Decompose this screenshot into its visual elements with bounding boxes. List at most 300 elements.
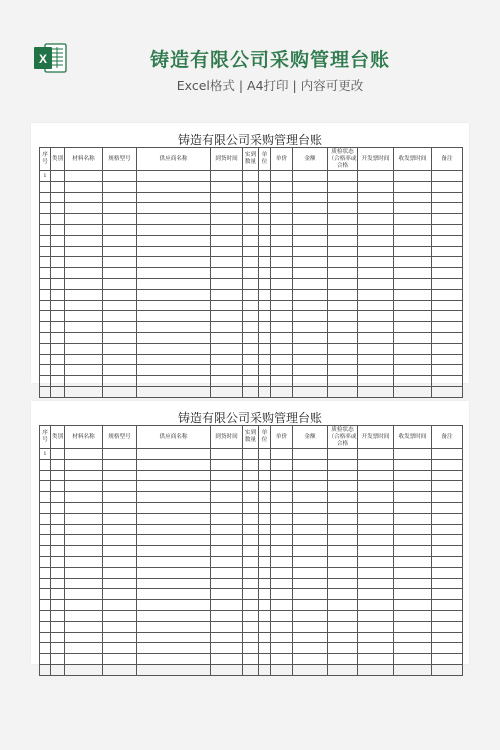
- table-cell[interactable]: [51, 300, 65, 311]
- table-cell[interactable]: [432, 268, 463, 279]
- table-cell[interactable]: [103, 343, 137, 354]
- table-cell[interactable]: [40, 621, 51, 632]
- table-cell[interactable]: [137, 171, 211, 182]
- table-cell[interactable]: [40, 502, 51, 513]
- table-cell[interactable]: [103, 492, 137, 503]
- table-cell[interactable]: [271, 556, 293, 567]
- table-cell[interactable]: [394, 386, 432, 397]
- table-cell[interactable]: [358, 257, 394, 268]
- table-cell[interactable]: [243, 502, 259, 513]
- table-cell[interactable]: [65, 354, 103, 365]
- table-cell[interactable]: [243, 664, 259, 675]
- table-cell[interactable]: [103, 322, 137, 333]
- table-cell[interactable]: [432, 354, 463, 365]
- table-cell[interactable]: [432, 621, 463, 632]
- table-cell[interactable]: [51, 470, 65, 481]
- table-cell[interactable]: [103, 524, 137, 535]
- table-cell[interactable]: [293, 343, 328, 354]
- table-cell[interactable]: [293, 578, 328, 589]
- table-cell[interactable]: [358, 192, 394, 203]
- table-cell[interactable]: [40, 470, 51, 481]
- table-cell[interactable]: [243, 459, 259, 470]
- table-cell[interactable]: [65, 257, 103, 268]
- table-cell[interactable]: [137, 643, 211, 654]
- table-cell[interactable]: [137, 470, 211, 481]
- table-cell[interactable]: [243, 300, 259, 311]
- table-cell[interactable]: [328, 578, 358, 589]
- table-cell[interactable]: [243, 481, 259, 492]
- table-cell[interactable]: [103, 203, 137, 214]
- table-cell[interactable]: [243, 278, 259, 289]
- table-cell[interactable]: [65, 224, 103, 235]
- table-cell[interactable]: [243, 470, 259, 481]
- table-cell[interactable]: [137, 386, 211, 397]
- table-cell[interactable]: [259, 386, 271, 397]
- table-cell[interactable]: [243, 322, 259, 333]
- table-cell[interactable]: [51, 513, 65, 524]
- table-cell[interactable]: [293, 459, 328, 470]
- table-cell[interactable]: [358, 459, 394, 470]
- table-cell[interactable]: [432, 600, 463, 611]
- table-cell[interactable]: [432, 365, 463, 376]
- table-cell[interactable]: [103, 502, 137, 513]
- table-cell[interactable]: [65, 386, 103, 397]
- table-cell[interactable]: [259, 278, 271, 289]
- table-cell[interactable]: [394, 257, 432, 268]
- table-cell[interactable]: [137, 513, 211, 524]
- table-cell[interactable]: [358, 311, 394, 322]
- table-cell[interactable]: [40, 376, 51, 387]
- table-cell[interactable]: [271, 600, 293, 611]
- table-cell[interactable]: [358, 365, 394, 376]
- table-cell[interactable]: [432, 654, 463, 665]
- table-cell[interactable]: [271, 524, 293, 535]
- table-cell[interactable]: [211, 203, 243, 214]
- table-cell[interactable]: [328, 556, 358, 567]
- table-cell[interactable]: [137, 502, 211, 513]
- table-cell[interactable]: [271, 470, 293, 481]
- table-cell[interactable]: [358, 492, 394, 503]
- table-cell[interactable]: [40, 386, 51, 397]
- table-cell[interactable]: [432, 246, 463, 257]
- table-cell[interactable]: [358, 535, 394, 546]
- table-cell[interactable]: [137, 600, 211, 611]
- table-cell[interactable]: [259, 556, 271, 567]
- table-cell[interactable]: [328, 332, 358, 343]
- table-cell[interactable]: [259, 567, 271, 578]
- table-cell[interactable]: [40, 181, 51, 192]
- table-cell[interactable]: [328, 278, 358, 289]
- table-cell[interactable]: [271, 343, 293, 354]
- table-cell[interactable]: [259, 268, 271, 279]
- table-cell[interactable]: [259, 289, 271, 300]
- table-cell[interactable]: [51, 181, 65, 192]
- table-cell[interactable]: [259, 181, 271, 192]
- table-cell[interactable]: [271, 268, 293, 279]
- table-cell[interactable]: [137, 343, 211, 354]
- table-cell[interactable]: [259, 589, 271, 600]
- table-cell[interactable]: [432, 632, 463, 643]
- table-cell[interactable]: [259, 376, 271, 387]
- table-cell[interactable]: [137, 235, 211, 246]
- table-cell[interactable]: [358, 481, 394, 492]
- table-cell[interactable]: [394, 311, 432, 322]
- table-cell[interactable]: [51, 556, 65, 567]
- table-cell[interactable]: [103, 311, 137, 322]
- table-cell[interactable]: [259, 524, 271, 535]
- table-cell[interactable]: [358, 502, 394, 513]
- table-cell[interactable]: [394, 235, 432, 246]
- table-cell[interactable]: [51, 386, 65, 397]
- table-cell[interactable]: [394, 643, 432, 654]
- table-cell[interactable]: [137, 546, 211, 557]
- table-cell[interactable]: [271, 492, 293, 503]
- table-cell[interactable]: [358, 214, 394, 225]
- table-cell[interactable]: [271, 589, 293, 600]
- table-cell[interactable]: [211, 502, 243, 513]
- table-cell[interactable]: [432, 224, 463, 235]
- table-cell[interactable]: [137, 311, 211, 322]
- table-cell[interactable]: [432, 589, 463, 600]
- table-cell[interactable]: [432, 567, 463, 578]
- table-cell[interactable]: [243, 643, 259, 654]
- table-cell[interactable]: [211, 365, 243, 376]
- table-cell[interactable]: [328, 535, 358, 546]
- table-cell[interactable]: [432, 214, 463, 225]
- table-cell[interactable]: [328, 214, 358, 225]
- table-cell[interactable]: [51, 492, 65, 503]
- table-cell[interactable]: [243, 513, 259, 524]
- table-cell[interactable]: [259, 600, 271, 611]
- table-cell[interactable]: [103, 632, 137, 643]
- table-cell[interactable]: [432, 257, 463, 268]
- table-cell[interactable]: [394, 203, 432, 214]
- table-cell[interactable]: [65, 481, 103, 492]
- table-cell[interactable]: [137, 481, 211, 492]
- table-cell[interactable]: [293, 589, 328, 600]
- table-cell[interactable]: [358, 567, 394, 578]
- table-cell[interactable]: [271, 257, 293, 268]
- table-cell[interactable]: [65, 524, 103, 535]
- table-cell[interactable]: [65, 632, 103, 643]
- table-cell[interactable]: [293, 322, 328, 333]
- table-cell[interactable]: [65, 235, 103, 246]
- table-cell[interactable]: [65, 664, 103, 675]
- table-cell[interactable]: [65, 643, 103, 654]
- table-cell[interactable]: [137, 567, 211, 578]
- table-cell[interactable]: [293, 354, 328, 365]
- table-cell[interactable]: [432, 470, 463, 481]
- table-cell[interactable]: [432, 513, 463, 524]
- table-cell[interactable]: [328, 289, 358, 300]
- table-cell[interactable]: [40, 492, 51, 503]
- table-cell[interactable]: [65, 513, 103, 524]
- table-cell[interactable]: [328, 481, 358, 492]
- table-cell[interactable]: [243, 610, 259, 621]
- table-cell[interactable]: [432, 311, 463, 322]
- table-cell[interactable]: [293, 257, 328, 268]
- table-cell[interactable]: [394, 171, 432, 182]
- table-cell[interactable]: [394, 502, 432, 513]
- table-cell[interactable]: [394, 470, 432, 481]
- table-cell[interactable]: [293, 492, 328, 503]
- table-cell[interactable]: [259, 654, 271, 665]
- table-cell[interactable]: [211, 192, 243, 203]
- table-cell[interactable]: [394, 214, 432, 225]
- table-cell[interactable]: [293, 171, 328, 182]
- table-cell[interactable]: [40, 567, 51, 578]
- table-cell[interactable]: [211, 343, 243, 354]
- table-cell[interactable]: [432, 235, 463, 246]
- table-cell[interactable]: [394, 632, 432, 643]
- table-cell[interactable]: [358, 181, 394, 192]
- table-cell[interactable]: [103, 257, 137, 268]
- table-cell[interactable]: [394, 181, 432, 192]
- table-cell[interactable]: [211, 632, 243, 643]
- table-cell[interactable]: [211, 492, 243, 503]
- table-cell[interactable]: [137, 365, 211, 376]
- table-cell[interactable]: [211, 289, 243, 300]
- table-cell[interactable]: [432, 610, 463, 621]
- table-cell[interactable]: [259, 311, 271, 322]
- table-cell[interactable]: [358, 632, 394, 643]
- table-cell[interactable]: [394, 535, 432, 546]
- table-cell[interactable]: [271, 610, 293, 621]
- table-cell[interactable]: [137, 524, 211, 535]
- table-cell[interactable]: [328, 235, 358, 246]
- table-cell[interactable]: [211, 235, 243, 246]
- table-cell[interactable]: [211, 470, 243, 481]
- table-cell[interactable]: [103, 556, 137, 567]
- table-cell[interactable]: [51, 278, 65, 289]
- table-cell[interactable]: [51, 311, 65, 322]
- table-cell[interactable]: [259, 332, 271, 343]
- table-cell[interactable]: [259, 171, 271, 182]
- table-cell[interactable]: [358, 513, 394, 524]
- table-cell[interactable]: [328, 386, 358, 397]
- table-cell[interactable]: [271, 332, 293, 343]
- table-cell[interactable]: [243, 621, 259, 632]
- table-cell[interactable]: [293, 524, 328, 535]
- table-cell[interactable]: [328, 181, 358, 192]
- table-cell[interactable]: [394, 578, 432, 589]
- table-cell[interactable]: [40, 235, 51, 246]
- table-cell[interactable]: [328, 311, 358, 322]
- table-cell[interactable]: [259, 513, 271, 524]
- table-cell[interactable]: [271, 546, 293, 557]
- table-cell[interactable]: [259, 192, 271, 203]
- table-cell[interactable]: [243, 235, 259, 246]
- table-cell[interactable]: [211, 268, 243, 279]
- table-cell[interactable]: [328, 502, 358, 513]
- table-cell[interactable]: [394, 449, 432, 460]
- table-cell[interactable]: [394, 589, 432, 600]
- table-cell[interactable]: [51, 589, 65, 600]
- table-cell[interactable]: [51, 268, 65, 279]
- table-cell[interactable]: [137, 632, 211, 643]
- table-cell[interactable]: [103, 235, 137, 246]
- table-cell[interactable]: [394, 492, 432, 503]
- table-cell[interactable]: [51, 214, 65, 225]
- table-cell[interactable]: [259, 224, 271, 235]
- table-cell[interactable]: [211, 600, 243, 611]
- table-cell[interactable]: [211, 322, 243, 333]
- table-cell[interactable]: [432, 332, 463, 343]
- table-cell[interactable]: [51, 502, 65, 513]
- table-cell[interactable]: [103, 365, 137, 376]
- table-cell[interactable]: [103, 300, 137, 311]
- table-cell[interactable]: [259, 449, 271, 460]
- table-cell[interactable]: [51, 578, 65, 589]
- table-cell[interactable]: [40, 654, 51, 665]
- table-cell[interactable]: [271, 181, 293, 192]
- table-cell[interactable]: [259, 535, 271, 546]
- table-cell[interactable]: [271, 365, 293, 376]
- table-cell[interactable]: [259, 481, 271, 492]
- table-cell[interactable]: [40, 354, 51, 365]
- table-cell[interactable]: [293, 449, 328, 460]
- table-cell[interactable]: [51, 632, 65, 643]
- table-cell[interactable]: [211, 654, 243, 665]
- table-cell[interactable]: [51, 332, 65, 343]
- table-cell[interactable]: [137, 535, 211, 546]
- table-cell[interactable]: [328, 621, 358, 632]
- table-cell[interactable]: [103, 535, 137, 546]
- table-cell[interactable]: [211, 643, 243, 654]
- table-cell[interactable]: [432, 343, 463, 354]
- table-cell[interactable]: [328, 192, 358, 203]
- table-cell[interactable]: [328, 524, 358, 535]
- table-cell[interactable]: [243, 600, 259, 611]
- table-cell[interactable]: [51, 354, 65, 365]
- table-cell[interactable]: [211, 524, 243, 535]
- table-cell[interactable]: [259, 632, 271, 643]
- table-cell[interactable]: [358, 332, 394, 343]
- table-cell[interactable]: [394, 567, 432, 578]
- table-cell[interactable]: [432, 535, 463, 546]
- table-cell[interactable]: [432, 664, 463, 675]
- table-cell[interactable]: [394, 524, 432, 535]
- table-cell[interactable]: [65, 567, 103, 578]
- table-cell[interactable]: [51, 224, 65, 235]
- table-cell[interactable]: [211, 589, 243, 600]
- table-cell[interactable]: [137, 610, 211, 621]
- table-cell[interactable]: [103, 246, 137, 257]
- table-cell[interactable]: [328, 492, 358, 503]
- table-cell[interactable]: [293, 535, 328, 546]
- table-cell[interactable]: [51, 546, 65, 557]
- table-cell[interactable]: [51, 459, 65, 470]
- table-cell[interactable]: [243, 578, 259, 589]
- table-cell[interactable]: [271, 459, 293, 470]
- table-cell[interactable]: [328, 224, 358, 235]
- table-cell[interactable]: [394, 621, 432, 632]
- table-cell[interactable]: [40, 589, 51, 600]
- table-cell[interactable]: [137, 459, 211, 470]
- table-cell[interactable]: [432, 322, 463, 333]
- table-cell[interactable]: [40, 278, 51, 289]
- table-cell[interactable]: [358, 643, 394, 654]
- table-cell[interactable]: [243, 181, 259, 192]
- table-cell[interactable]: [358, 524, 394, 535]
- table-cell[interactable]: [328, 449, 358, 460]
- table-cell[interactable]: [65, 171, 103, 182]
- table-cell[interactable]: [243, 365, 259, 376]
- table-cell[interactable]: [328, 322, 358, 333]
- table-cell[interactable]: [293, 181, 328, 192]
- table-cell[interactable]: [432, 300, 463, 311]
- table-cell[interactable]: [293, 311, 328, 322]
- table-cell[interactable]: [432, 278, 463, 289]
- table-cell[interactable]: [328, 664, 358, 675]
- table-cell[interactable]: [432, 386, 463, 397]
- table-cell[interactable]: [358, 235, 394, 246]
- table-cell[interactable]: [328, 610, 358, 621]
- table-cell[interactable]: [243, 654, 259, 665]
- table-cell[interactable]: [271, 664, 293, 675]
- table-cell[interactable]: [40, 632, 51, 643]
- table-cell[interactable]: [103, 567, 137, 578]
- table-cell[interactable]: [358, 246, 394, 257]
- table-cell[interactable]: [293, 246, 328, 257]
- table-cell[interactable]: [40, 664, 51, 675]
- table-cell[interactable]: [103, 376, 137, 387]
- table-cell[interactable]: [358, 278, 394, 289]
- table-cell[interactable]: [271, 171, 293, 182]
- table-cell[interactable]: [394, 224, 432, 235]
- table-cell[interactable]: [211, 481, 243, 492]
- table-cell[interactable]: [65, 470, 103, 481]
- table-cell[interactable]: [243, 343, 259, 354]
- table-cell[interactable]: [259, 502, 271, 513]
- table-cell[interactable]: [358, 300, 394, 311]
- table-cell[interactable]: [394, 365, 432, 376]
- table-cell[interactable]: [243, 386, 259, 397]
- table-cell[interactable]: [243, 449, 259, 460]
- table-cell[interactable]: [211, 567, 243, 578]
- table-cell[interactable]: [103, 589, 137, 600]
- table-cell[interactable]: [259, 578, 271, 589]
- table-cell[interactable]: [259, 621, 271, 632]
- table-cell[interactable]: [243, 567, 259, 578]
- table-cell[interactable]: [293, 214, 328, 225]
- table-cell[interactable]: [293, 664, 328, 675]
- table-cell[interactable]: [103, 354, 137, 365]
- table-cell[interactable]: [271, 386, 293, 397]
- table-cell[interactable]: [358, 224, 394, 235]
- table-cell[interactable]: [293, 300, 328, 311]
- table-cell[interactable]: [103, 643, 137, 654]
- table-cell[interactable]: [328, 567, 358, 578]
- table-cell[interactable]: [394, 376, 432, 387]
- table-cell[interactable]: [211, 664, 243, 675]
- table-cell[interactable]: [328, 546, 358, 557]
- table-cell[interactable]: [40, 224, 51, 235]
- table-cell[interactable]: [271, 643, 293, 654]
- table-cell[interactable]: [432, 524, 463, 535]
- table-cell[interactable]: [103, 386, 137, 397]
- table-cell[interactable]: [259, 492, 271, 503]
- table-cell[interactable]: [271, 311, 293, 322]
- table-cell[interactable]: [211, 386, 243, 397]
- table-cell[interactable]: [328, 600, 358, 611]
- table-cell[interactable]: [65, 502, 103, 513]
- table-cell[interactable]: [40, 322, 51, 333]
- table-cell[interactable]: [211, 513, 243, 524]
- table-cell[interactable]: [271, 354, 293, 365]
- table-cell[interactable]: [103, 470, 137, 481]
- table-cell[interactable]: [271, 246, 293, 257]
